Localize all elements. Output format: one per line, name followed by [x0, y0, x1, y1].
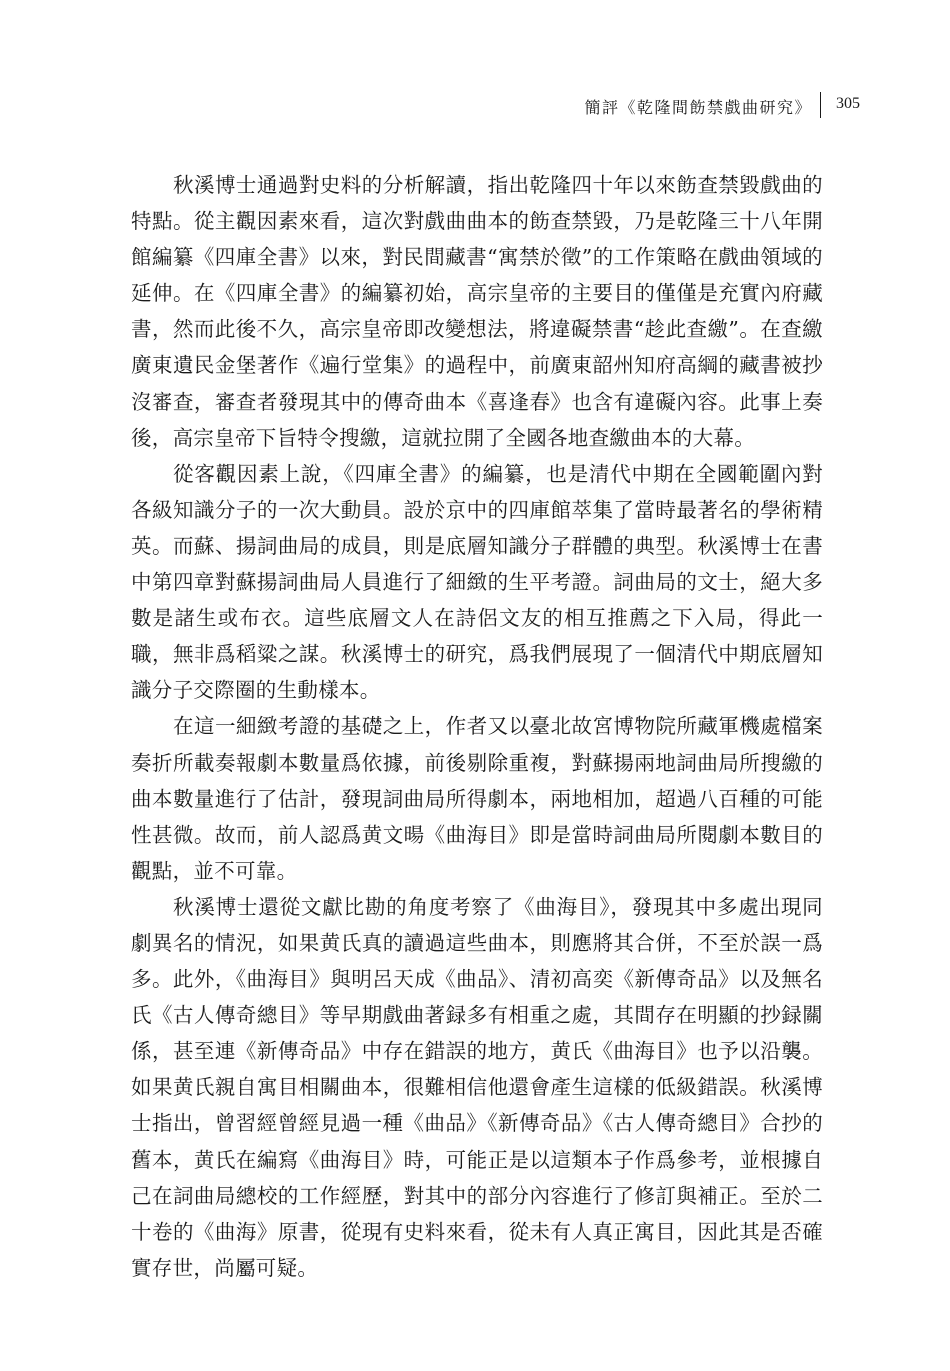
paragraph-3: 在這一細緻考證的基礎之上，作者又以臺北故宮博物院所藏軍機處檔案奏折所載奏報劇本數量爲依據，前後剔除重複，對蘇揚兩地詞曲局所搜繳的曲本數量進行了估計，發現詞曲局所得劇本，兩地相加，超過八百種的可能性甚微。故而，前人認爲黄文暘《曲海目》即是當時詞曲局所閱劇本數目的觀點，並不可靠。: [131, 714, 823, 883]
paragraph-2: 從客觀因素上說，《四庫全書》的編纂，也是清代中期在全國範圍內對各級知識分子的一次大動員。設於京中的四庫館萃集了當時最著名的學術精英。而蘇、揚詞曲局的成員，則是底層知識分子群體的典型。秋溪博士在書中第四章對蘇揚詞曲局人員進行了細緻的生平考證。詞曲局的文士，絕大多數是諸生或布衣。這些底層文人在詩侶文友的相互推薦之下入局，得此一職，無非爲稻粱之謀。秋溪博士的研究，爲我們展現了一個清代中期底層知識分子交際圈的生動樣本。: [131, 461, 823, 703]
body-text: [131, 167, 823, 1286]
running-header: [0, 92, 950, 122]
paragraph-1: 秋溪博士通過對史料的分析解讀，指出乾隆四十年以來飭查禁毀戲曲的特點。從主觀因素來看，這次對戲曲曲本的飭查禁毀，乃是乾隆三十八年開館編纂《四庫全書》以來，對民間藏書“寓禁於徵”的工作策略在戲曲領域的延伸。在《四庫全書》的編纂初始，高宗皇帝的主要目的僅僅是充實內府藏書，然而此後不久，高宗皇帝即改變想法，將違礙禁書“趁此查繳”。在查繳廣東遺民金堡著作《遍行堂集》的過程中，前廣東韶州知府高綱的藏書被抄沒審查，審查者發現其中的傳奇曲本《喜逢春》也含有違礙內容。此事上奏後，高宗皇帝下旨特令搜繳，這就拉開了全國各地查繳曲本的大幕。: [131, 173, 823, 450]
header-divider: [820, 92, 821, 118]
running-title: 簡評《乾隆間飭禁戲曲研究》: [584, 98, 812, 117]
page-number: 305: [836, 95, 860, 112]
paragraph-4: 秋溪博士還從文獻比勘的角度考察了《曲海目》，發現其中多處出現同劇異名的情況，如果黄氏真的讀過這些曲本，則應將其合併，不至於誤一爲多。此外，《曲海目》與明呂天成《曲品》、清初高奕《新傳奇品》以及無名氏《古人傳奇總目》等早期戲曲著録多有相重之處，其間存在明顯的抄録關係，甚至連《新傳奇品》中存在錯誤的地方，黄氏《曲海目》也予以沿襲。如果黄氏親自寓目相關曲本，很難相信他還會產生這樣的低級錯誤。秋溪博士指出，曾習經曾經見過一種《曲品》《新傳奇品》《古人傳奇總目》合抄的舊本，黄氏在編寫《曲海目》時，可能正是以這類本子作爲參考，並根據自己在詞曲局總校的工作經歷，對其中的部分內容進行了修訂與補正。至於二十卷的《曲海》原書，從現有史料來看，從未有人真正寓目，因此其是否確實存世，尚屬可疑。: [131, 894, 823, 1280]
